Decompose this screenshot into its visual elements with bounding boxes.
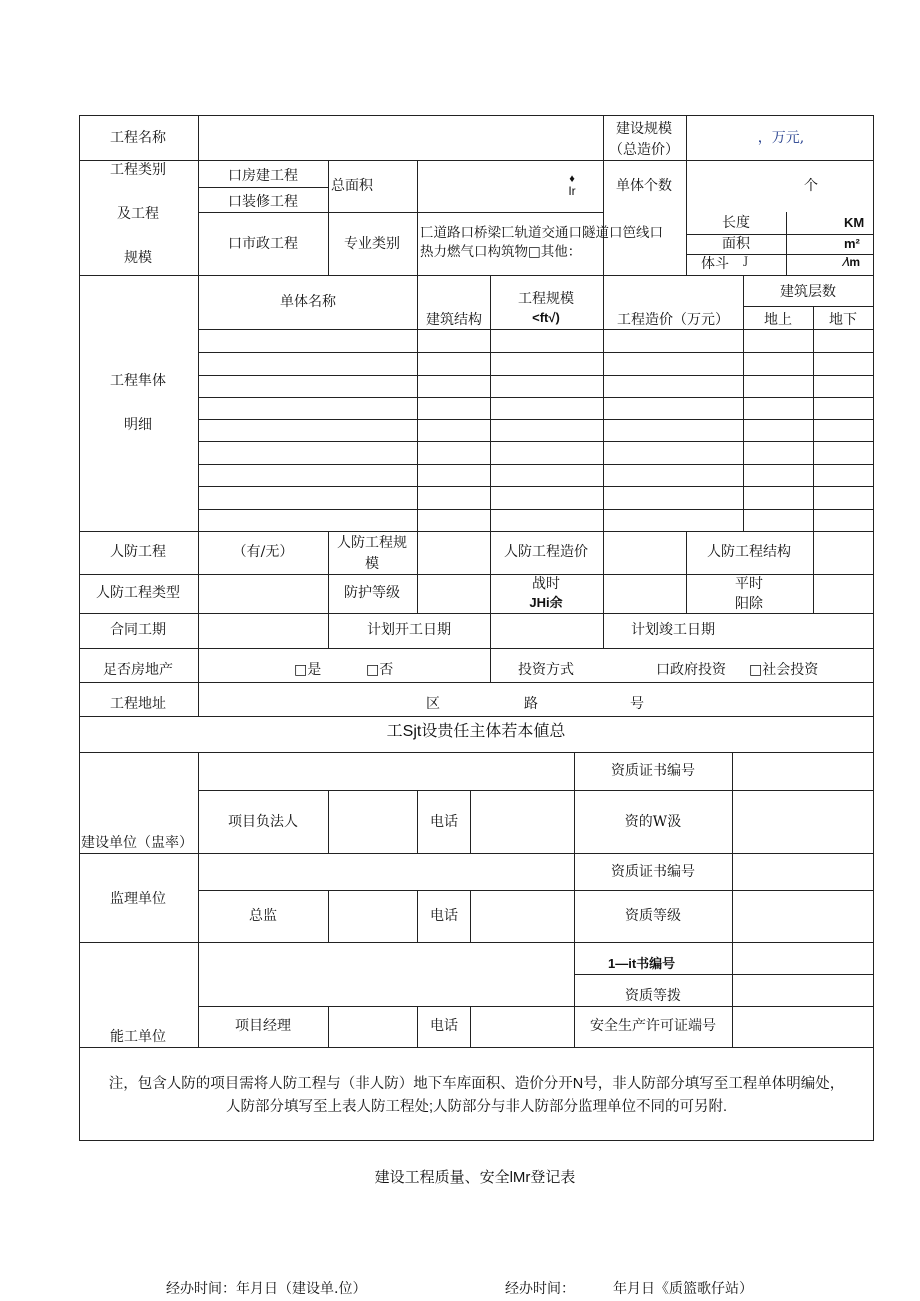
supervisor-cert-no-label: 资质证书编号 xyxy=(611,864,695,880)
address-road: 路 xyxy=(524,696,538,712)
builder-qual-level-label: 资的W汲 xyxy=(624,814,682,830)
row-divider xyxy=(574,974,874,975)
col-divider xyxy=(603,115,604,275)
col-divider xyxy=(813,306,814,531)
col-divider xyxy=(198,752,199,1047)
scale-header-unit: <ft√) xyxy=(532,310,560,325)
investment-method-label: 投资方式 xyxy=(518,662,574,678)
row-divider xyxy=(198,1006,874,1007)
social-invest-checkbox[interactable]: □社会投资 xyxy=(749,662,819,678)
civil-defense-value[interactable]: （有/无） xyxy=(232,544,294,560)
col-divider xyxy=(686,531,687,613)
col-divider xyxy=(490,531,491,648)
real-estate-yes-checkbox[interactable]: □是 xyxy=(294,662,322,678)
row-divider xyxy=(79,1047,874,1048)
volume-unit: ∕\m xyxy=(844,255,861,269)
unit-count-label: 单体个数 xyxy=(616,178,672,194)
row-divider xyxy=(198,509,874,510)
area-unit-symbol: ♦ xyxy=(569,173,575,185)
volume-label: 体斗 xyxy=(701,256,729,272)
above-ground-header: 地上 xyxy=(764,312,792,328)
peacetime-label-2: 阳除 xyxy=(735,596,763,612)
col-divider xyxy=(417,1006,418,1047)
area-label: 面积 xyxy=(722,236,750,252)
col-divider xyxy=(574,853,575,942)
peacetime-label: 平时 xyxy=(735,576,763,592)
civil-scale-label: 人防工程规 xyxy=(337,535,407,551)
col-divider xyxy=(417,275,418,531)
supervisor-unit-label: 监理单位 xyxy=(110,891,166,907)
col-divider xyxy=(490,275,491,531)
section-title: 工Sjt设贵任主体若本値总 xyxy=(386,723,566,740)
builder-legal-person-label: 项目负法人 xyxy=(228,814,298,830)
specialty-options-2[interactable]: 热力燃气口构筑物□其他： xyxy=(420,244,582,260)
protection-level-label: 防护等级 xyxy=(344,585,400,601)
col-divider xyxy=(417,160,418,275)
specialty-label: 专业类别 xyxy=(344,236,400,252)
municipal-checkbox[interactable]: 口市政工程 xyxy=(228,236,298,252)
civil-structure-label: 人防工程结构 xyxy=(707,544,791,560)
wartime-label: 战时 xyxy=(532,576,560,592)
col-divider xyxy=(813,531,814,613)
chief-supervisor-label: 总监 xyxy=(249,908,277,924)
row-divider xyxy=(198,419,874,420)
contractor-cert-no-label: 1—it书编号 xyxy=(608,956,676,971)
address-district: 区 xyxy=(426,696,440,712)
station-signoff: 年月日《质篮歌仔站） xyxy=(613,1281,753,1297)
civil-scale-label-2: 模 xyxy=(365,556,379,572)
decoration-checkbox[interactable]: 口装修工程 xyxy=(228,194,298,210)
real-estate-label: 足否房地产 xyxy=(103,662,173,678)
address-number: 号 xyxy=(630,696,644,712)
safety-permit-label: 安全生产许可证端号 xyxy=(590,1018,716,1034)
address-label: 工程地址 xyxy=(110,696,166,712)
structure-header: 建筑结构 xyxy=(426,312,482,328)
col-divider xyxy=(328,1006,329,1047)
col-divider xyxy=(686,115,687,275)
col-divider xyxy=(417,531,418,613)
row-divider xyxy=(198,397,874,398)
col-divider xyxy=(603,275,604,531)
cost-header: 工程造价（万元） xyxy=(617,312,729,328)
col-divider xyxy=(786,212,787,275)
row-divider xyxy=(198,464,874,465)
col-divider xyxy=(328,790,329,853)
build-scale-label: 建设规模 xyxy=(616,121,672,137)
wartime-label-2: JHi余 xyxy=(529,595,563,610)
build-scale-value[interactable]: ，万元, xyxy=(757,130,805,146)
civil-cost-label: 人防工程造价 xyxy=(504,544,588,560)
length-unit: KM xyxy=(844,215,865,230)
row-divider xyxy=(198,212,604,213)
col-divider xyxy=(490,648,491,682)
builder-signoff: 经办时间：年月日（建设单.位） xyxy=(166,1281,367,1297)
row-divider xyxy=(198,890,874,891)
col-divider xyxy=(328,531,329,648)
unit-detail-label-2: 明细 xyxy=(124,417,152,433)
col-divider xyxy=(328,160,329,275)
civil-defense-label: 人防工程 xyxy=(110,544,166,560)
contractor-qual-level-label: 资质等拨 xyxy=(625,988,681,1004)
total-area-unit: Ir xyxy=(568,184,576,198)
col-divider xyxy=(574,942,575,1047)
unit-detail-label: 工程隼体 xyxy=(110,373,166,389)
col-divider xyxy=(417,790,418,853)
supervisor-phone-label: 电话 xyxy=(430,908,458,924)
builder-unit-label: 建设单位（盅率） xyxy=(81,835,193,851)
col-divider xyxy=(603,531,604,648)
contractor-unit-label: 能工单位 xyxy=(110,1029,166,1045)
category-label: 工程类别 xyxy=(110,162,166,178)
length-label: 长度 xyxy=(722,215,750,231)
volume-mark: J xyxy=(744,256,749,267)
note-line-1: 注，包含人防的项目需将人防工程与（非人防）地下车库面积、造价分开N号，非人防部分填写至工程单体明编处， xyxy=(108,1076,845,1092)
project-manager-label: 项目经理 xyxy=(235,1018,291,1034)
col-divider xyxy=(743,275,744,531)
contractor-phone-label: 电话 xyxy=(430,1018,458,1034)
civil-type-label: 人防工程类型 xyxy=(96,585,180,601)
col-divider xyxy=(417,890,418,942)
row-divider xyxy=(198,352,874,353)
builder-cert-no-label: 资质证书编号 xyxy=(611,763,695,779)
footer-title: 建设工程质量、安全lMr登记表 xyxy=(374,1169,576,1186)
plan-end-label: 计划竣工日期 xyxy=(631,622,715,638)
col-divider xyxy=(328,890,329,942)
project-name-label: 工程名称 xyxy=(110,130,166,146)
area-unit: m² xyxy=(844,236,860,251)
category-label-3: 规模 xyxy=(124,250,152,266)
plan-start-label: 计划开工日期 xyxy=(367,622,451,638)
below-ground-header: 地下 xyxy=(829,312,857,328)
row-divider xyxy=(198,790,874,791)
total-area-label: 总面积 xyxy=(331,178,373,194)
col-divider xyxy=(732,942,733,1047)
scale-header: 工程规模 xyxy=(518,291,574,307)
row-divider xyxy=(198,486,874,487)
housing-checkbox[interactable]: 口房建工程 xyxy=(228,168,298,184)
row-divider xyxy=(198,441,874,442)
row-divider xyxy=(198,329,874,330)
station-time-label: 经办时间： xyxy=(505,1281,575,1297)
note-line-2: 人防部分填写至上表人防工程处;人防部分与非人防部分监理单位不同的可另附. xyxy=(225,1099,728,1115)
unit-count-value[interactable]: 个 xyxy=(804,178,818,194)
col-divider xyxy=(732,752,733,853)
contract-period-label: 合同工期 xyxy=(110,622,166,638)
col-divider xyxy=(470,790,471,853)
col-divider xyxy=(470,890,471,942)
row-divider xyxy=(198,375,874,376)
real-estate-no-checkbox[interactable]: □否 xyxy=(366,662,394,678)
row-divider xyxy=(686,234,874,235)
col-divider xyxy=(574,752,575,853)
floors-header: 建筑层数 xyxy=(780,284,836,300)
col-divider xyxy=(732,853,733,942)
supervisor-qual-level-label: 资质等级 xyxy=(625,908,681,924)
category-label-2: 及工程 xyxy=(117,206,159,222)
row-divider xyxy=(79,716,874,717)
builder-phone-label: 电话 xyxy=(430,814,458,830)
gov-invest-checkbox[interactable]: 口政府投资 xyxy=(656,662,726,678)
project-name-field[interactable] xyxy=(200,118,602,159)
col-divider xyxy=(470,1006,471,1047)
unit-name-header: 单体名称 xyxy=(280,294,336,310)
row-divider xyxy=(743,306,874,307)
build-scale-label-sub: （总造价） xyxy=(609,142,679,158)
specialty-options[interactable]: 匸道路口桥梁匸轨道交通口隧道口笆线口 xyxy=(420,225,663,241)
form-note xyxy=(80,1073,873,1119)
row-divider xyxy=(198,187,328,188)
col-divider xyxy=(198,115,199,716)
